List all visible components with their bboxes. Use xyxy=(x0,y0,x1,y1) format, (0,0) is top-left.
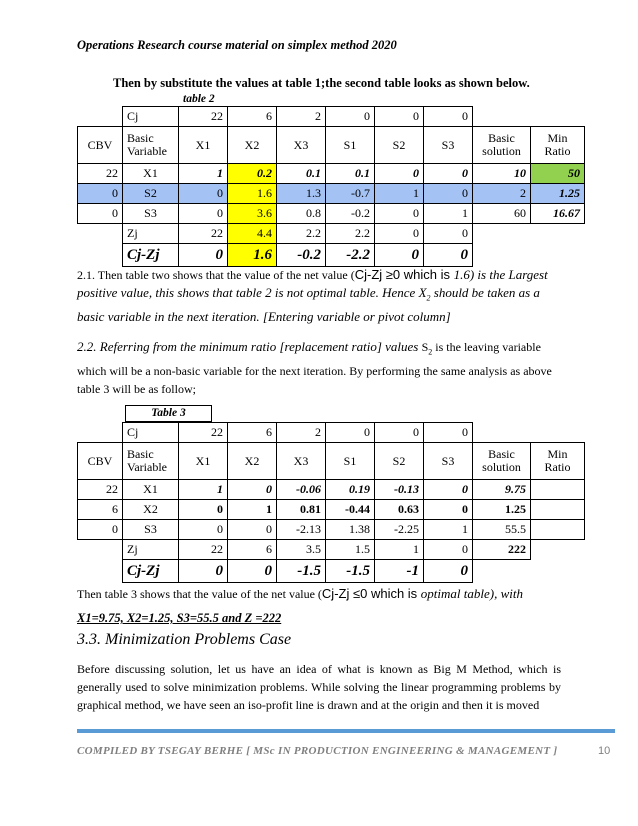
table2-header-row: CBV Basic Variable X1 X2 X3 S1 S2 S3 Basic solution Min Ratio xyxy=(78,127,585,164)
table-row: 0 S3 0 3.6 0.8 -0.2 0 1 60 16.67 xyxy=(78,204,585,224)
paragraph-2-1: 2.1. Then table two shows that the value of the net value (Cj-Zj ≥0 which is 1.6) is the Largest positive value, this shows that table 2 is not optimal table. Hence $X_2$ should be taken as a basic variable in the next iteration. [Entering variable or pivot column] xyxy=(77,267,548,324)
table3-caption-box xyxy=(125,405,212,422)
section-heading: 3.3. Minimization Problems Case xyxy=(77,631,292,648)
table-row: 6 X2 0 1 0.81 -0.44 0.63 0 1.25 xyxy=(78,500,585,520)
table3 xyxy=(77,422,585,583)
paragraph-table3: Then table 3 shows that the value of the net value (Cj-Zj ≤0 which is optimal table), with xyxy=(77,586,523,601)
table-row: 0 S2 0 1.6 1.3 -0.7 1 0 2 1.25 xyxy=(78,184,585,204)
table3-cj-row: Cj 22 6 2 0 0 0 xyxy=(78,423,585,443)
table2-caption: table 2 xyxy=(183,93,215,105)
table3-cjzj-row: Cj-Zj 0 0 -1.5 -1.5 -1 0 xyxy=(78,560,585,583)
cj-label: Cj xyxy=(123,107,179,127)
page-footer: COMPILED BY TSEGAY BERHE [ MSc IN PRODUCTION ENGINEERING & MANAGEMENT ] xyxy=(77,745,558,757)
paragraph-big-m: Before discussing solution, let us have an idea of what is known as Big M Method, which is generally used to solve minimization problems. While solving the linear programming problems by graphical method, we have seen an iso-profit line is drawn and at the origin and then it is moved xyxy=(77,662,561,712)
table2 xyxy=(77,106,585,267)
optimal-result: X1=9.75, X2=1.25, S3=55.5 and Z =222 xyxy=(77,611,282,625)
table2-cj-row: Cj 22 6 2 0 0 0 xyxy=(78,107,585,127)
table2-zj-row: Zj 22 4.4 2.2 2.2 0 0 xyxy=(78,224,585,244)
table3-caption: Table 3 xyxy=(126,406,212,422)
table3-zj-row: Zj 22 6 3.5 1.5 1 0 222 xyxy=(78,540,585,560)
table3-header-row: CBV Basic Variable X1 X2 X3 S1 S2 S3 Basic solution Min Ratio xyxy=(78,443,585,480)
table2-cjzj-row: Cj-Zj 0 1.6 -0.2 -2.2 0 0 xyxy=(78,244,585,267)
paragraph-2-2: 2.2. Referring from the minimum ratio [replacement ratio] values $S_2$ is the leaving variable which will be a non-basic variable for the next iteration. By performing the same analysis as above table 3 will be as follow; xyxy=(77,339,552,396)
intro-text: Then by substitute the values at table 1;the second table looks as shown below. xyxy=(113,76,530,90)
page-header: Operations Research course material on simplex method 2020 xyxy=(77,38,397,52)
table-row: 22 X1 1 0 -0.06 0.19 -0.13 0 9.75 xyxy=(78,480,585,500)
table-row: 22 X1 1 0.2 0.1 0.1 0 0 10 50 xyxy=(78,164,585,184)
table-row: 0 S3 0 0 -2.13 1.38 -2.25 1 55.5 xyxy=(78,520,585,540)
page-number: 10 xyxy=(598,745,611,757)
footer-divider xyxy=(77,729,615,733)
